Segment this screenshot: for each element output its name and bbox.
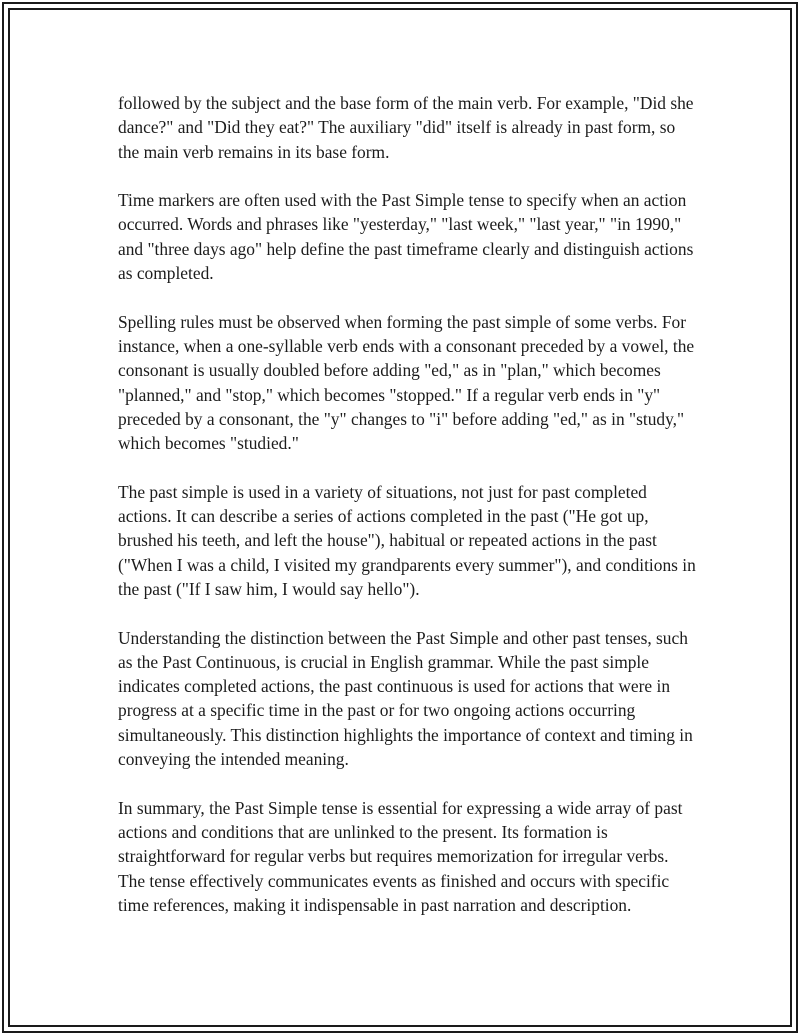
paragraph-spelling-rules: Spelling rules must be observed when forming the past simple of some verbs. For instance, when a one-syllable verb ends with a consonant preceded by a vowel, the consonant is usually doubled before adding "ed," as in "plan," which becomes "planned," and "stop," which becomes "stopped." If a regular verb ends in "y" preceded by a consonant, the "y" changes to "i" before adding "ed," as in "study," which becomes "studied." [118, 311, 695, 454]
document-body [118, 91, 698, 917]
paragraph-question-form: followed by the subject and the base form of the main verb. For example, "Did she dance?" and "Did they eat?" The auxiliary "did" itself is already in past form, so the main verb remains in its base form. [118, 93, 694, 162]
paragraph-usage: The past simple is used in a variety of situations, not just for past completed actions. It can describe a series of actions completed in the past ("He got up, brushed his teeth, and left the house"), habitual or repeated actions in the past ("When I was a child, I visited my grandparents every summer"), and conditions in the past ("If I saw him, I would say hello"). [118, 481, 696, 599]
paragraph-summary: In summary, the Past Simple tense is essential for expressing a wide array of past actions and conditions that are unlinked to the present. Its formation is straightforward for regular verbs but requires memorization for irregular verbs. The tense effectively communicates events as finished and occurs with specific time references, making it indispensable in past narration and description. [118, 797, 683, 915]
paragraph-time-markers: Time markers are often used with the Past Simple tense to specify when an action occurred. Words and phrases like "yesterday," "last week," "last year," "in 1990," and "three days ago" help define the past timeframe clearly and distinguish actions as completed. [118, 190, 694, 284]
paragraph-distinction: Understanding the distinction between the Past Simple and other past tenses, such as the Past Continuous, is crucial in English grammar. While the past simple indicates completed actions, the past continuous is used for actions that were in progress at a specific time in the past or for two ongoing actions occurring simultaneously. This distinction highlights the importance of context and timing in conveying the intended meaning. [118, 627, 693, 770]
